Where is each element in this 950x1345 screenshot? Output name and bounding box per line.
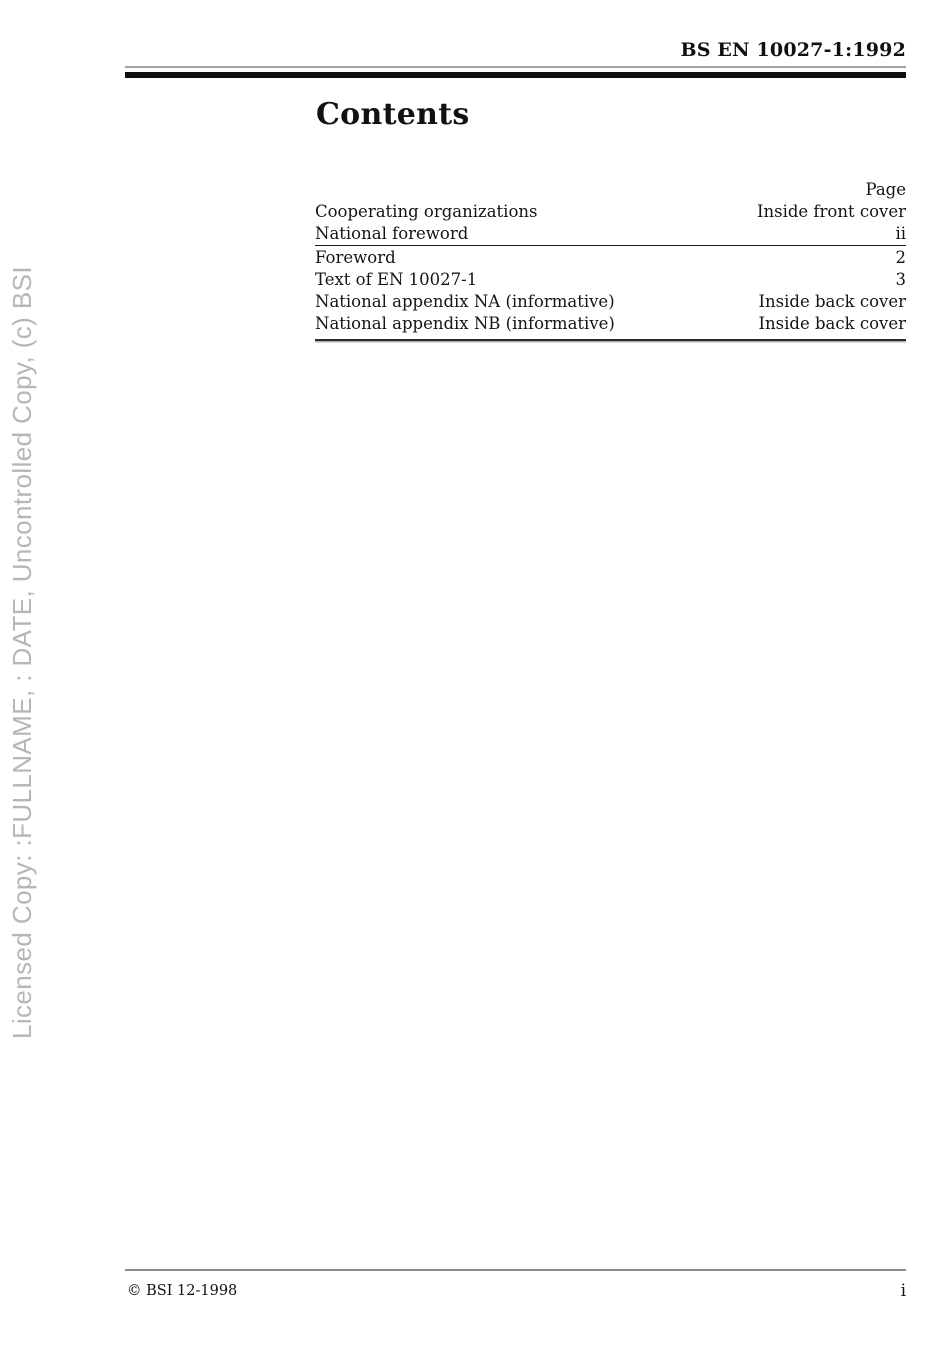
toc-page-label: Page [865, 180, 906, 199]
toc-divider-rule [315, 245, 906, 246]
table-of-contents [315, 179, 906, 341]
toc-entry-national-foreword [315, 223, 906, 245]
toc-entry-national-appendix-na [315, 291, 906, 313]
toc-entry-page: Inside back cover [758, 291, 906, 311]
toc-page-column-header [315, 179, 906, 201]
toc-entry-text-of-en-10027-1 [315, 269, 906, 291]
toc-entry-page: 2 [895, 248, 906, 268]
toc-entry-label: Text of EN 10027-1 [315, 270, 478, 290]
toc-entry-label: National foreword [315, 223, 469, 243]
toc-entry-foreword [315, 247, 906, 269]
header-rule-black [125, 72, 906, 78]
header-rule-gray [125, 66, 906, 68]
toc-entry-page: 3 [895, 270, 906, 290]
toc-entry-national-appendix-nb [315, 313, 906, 335]
footer-copyright: © BSI 12-1998 [127, 1283, 238, 1299]
toc-entry-page: Inside front cover [756, 201, 906, 221]
toc-entry-page: ii [895, 223, 906, 243]
toc-entry-label: National appendix NA (informative) [315, 291, 615, 311]
page-title: Contents [316, 97, 470, 132]
standard-reference: BS EN 10027-1:1992 [680, 39, 906, 61]
toc-entry-cooperating-organizations [315, 201, 906, 223]
footer-rule [125, 1269, 906, 1271]
toc-entry-label: National appendix NB (informative) [315, 313, 615, 333]
toc-bottom-rule [315, 339, 906, 341]
toc-entry-label: Foreword [315, 248, 396, 268]
licence-watermark: Licensed Copy: :FULLNAME, : DATE, Uncontrolled Copy, (c) BSI [7, 266, 37, 1039]
toc-entry-label: Cooperating organizations [315, 201, 538, 221]
footer-page-number: i [900, 1281, 906, 1300]
toc-entry-page: Inside back cover [758, 313, 906, 333]
